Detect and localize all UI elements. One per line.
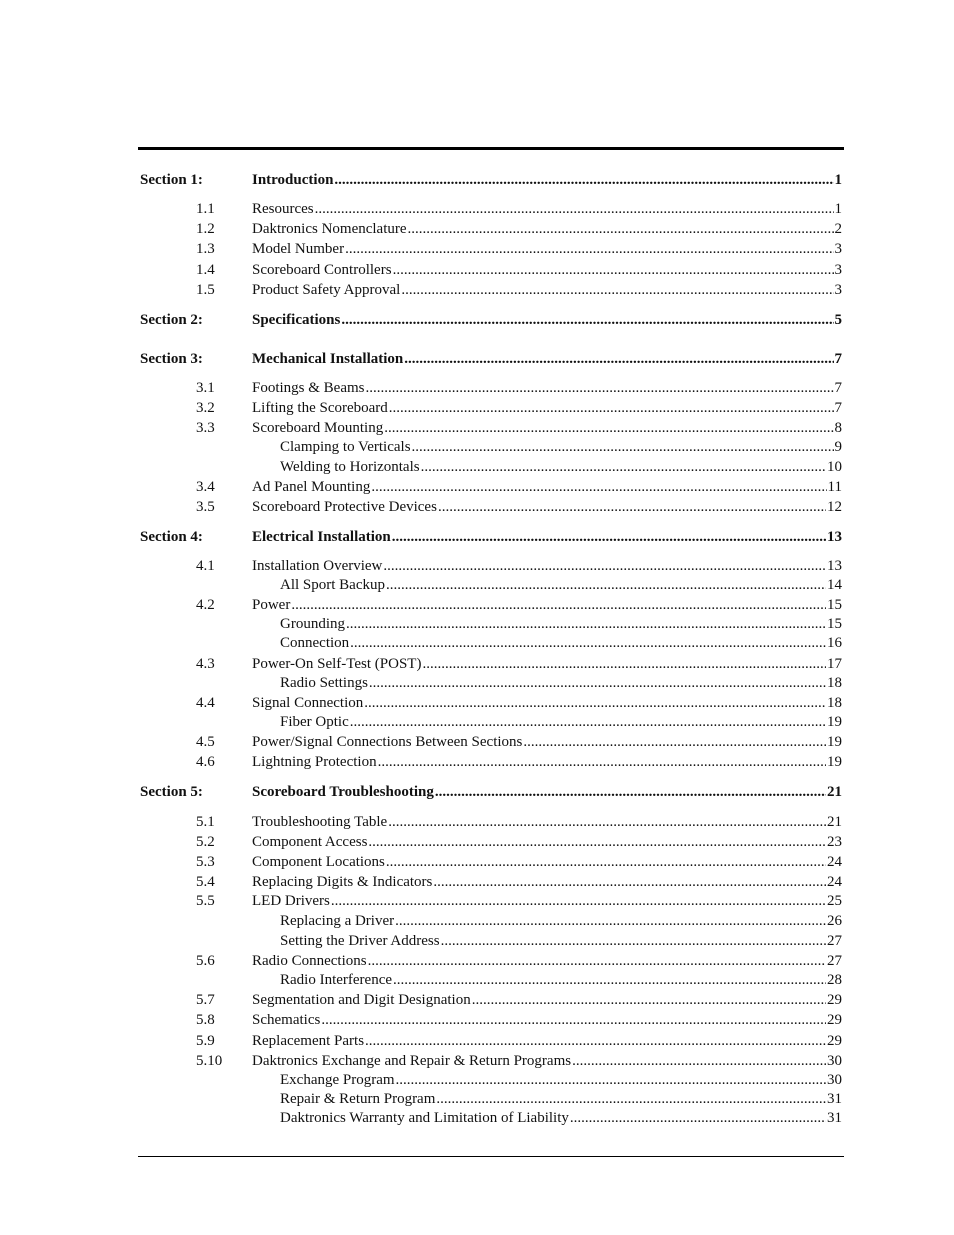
toc-entry bbox=[252, 813, 842, 831]
entry-title: Specifications bbox=[252, 312, 341, 328]
entry-title: Electrical Installation bbox=[252, 529, 391, 545]
entry-title: Exchange Program bbox=[280, 1072, 395, 1088]
toc-entry bbox=[280, 674, 842, 692]
page-number: 5 bbox=[834, 312, 842, 328]
entry-title: Daktronics Warranty and Limitation of Liability bbox=[280, 1110, 569, 1126]
page-number: 21 bbox=[827, 784, 842, 800]
dot-leader bbox=[345, 240, 833, 258]
toc-entry bbox=[252, 200, 842, 218]
dot-leader bbox=[435, 783, 826, 801]
toc-entry-row bbox=[0, 932, 954, 950]
entry-title: Mechanical Installation bbox=[252, 351, 404, 367]
toc-entry bbox=[252, 419, 842, 437]
entry-title: Schematics bbox=[252, 1012, 321, 1028]
toc-entry-row bbox=[0, 1011, 954, 1029]
subsection-number: 4.1 bbox=[196, 558, 215, 574]
toc-entry bbox=[252, 171, 842, 189]
page-number: 13 bbox=[827, 529, 842, 545]
toc-entry-row bbox=[0, 379, 954, 397]
page-number: 15 bbox=[827, 616, 842, 632]
toc-entry-row bbox=[0, 557, 954, 575]
toc-entry bbox=[252, 379, 842, 397]
page-number: 30 bbox=[827, 1072, 842, 1088]
toc-entry bbox=[280, 615, 842, 633]
entry-title: Repair & Return Program bbox=[280, 1091, 436, 1107]
dot-leader bbox=[386, 853, 826, 871]
section-number: Section 3: bbox=[140, 351, 203, 367]
toc-entry-row bbox=[0, 873, 954, 891]
entry-title: Lightning Protection bbox=[252, 754, 377, 770]
page-number: 19 bbox=[827, 754, 842, 770]
toc-entry-row bbox=[0, 694, 954, 712]
toc-entry bbox=[252, 478, 842, 496]
toc-entry bbox=[280, 713, 842, 731]
page-number: 29 bbox=[827, 1033, 842, 1049]
toc-section-row bbox=[0, 311, 954, 329]
entry-title: Footings & Beams bbox=[252, 380, 365, 396]
page-number: 29 bbox=[827, 992, 842, 1008]
toc-section-row bbox=[0, 171, 954, 189]
dot-leader bbox=[350, 713, 826, 731]
toc-entry-row bbox=[0, 458, 954, 476]
page-number: 31 bbox=[827, 1110, 842, 1126]
toc-entry-row bbox=[0, 1071, 954, 1089]
entry-title: Replacing a Driver bbox=[280, 913, 395, 929]
subsection-number: 5.1 bbox=[196, 814, 215, 830]
page-number: 15 bbox=[827, 597, 842, 613]
dot-leader bbox=[341, 311, 833, 329]
toc-entry-row bbox=[0, 240, 954, 258]
toc-entry-row bbox=[0, 853, 954, 871]
subsection-number: 3.1 bbox=[196, 380, 215, 396]
dot-leader bbox=[408, 220, 834, 238]
toc-entry-row bbox=[0, 399, 954, 417]
page-number: 1 bbox=[834, 201, 842, 217]
page-number: 7 bbox=[834, 351, 842, 367]
dot-leader bbox=[364, 694, 826, 712]
page-number: 9 bbox=[834, 439, 842, 455]
bottom-rule bbox=[138, 1156, 844, 1157]
subsection-number: 3.5 bbox=[196, 499, 215, 515]
dot-leader bbox=[393, 261, 834, 279]
toc-entry bbox=[252, 596, 842, 614]
toc-entry-row bbox=[0, 1109, 954, 1127]
subsection-number: 1.3 bbox=[196, 241, 215, 257]
entry-title: Daktronics Nomenclature bbox=[252, 221, 407, 237]
dot-leader bbox=[365, 1032, 826, 1050]
dot-leader bbox=[404, 350, 833, 368]
toc-entry-row bbox=[0, 713, 954, 731]
dot-leader bbox=[346, 615, 826, 633]
toc-entry bbox=[252, 528, 842, 546]
toc-entry bbox=[252, 220, 842, 238]
top-rule bbox=[138, 147, 844, 150]
subsection-number: 3.4 bbox=[196, 479, 215, 495]
subsection-number: 4.2 bbox=[196, 597, 215, 613]
toc-entry bbox=[280, 1109, 842, 1127]
entry-title: Connection bbox=[280, 635, 350, 651]
subsection-number: 5.3 bbox=[196, 854, 215, 870]
toc-entry-row bbox=[0, 753, 954, 771]
page-number: 13 bbox=[827, 558, 842, 574]
page-number: 31 bbox=[827, 1091, 842, 1107]
toc-entry bbox=[252, 833, 842, 851]
entry-title: Power-On Self-Test (POST) bbox=[252, 656, 422, 672]
dot-leader bbox=[441, 932, 826, 950]
dot-leader bbox=[570, 1109, 826, 1127]
toc-entry-row bbox=[0, 1052, 954, 1070]
entry-title: Introduction bbox=[252, 172, 334, 188]
subsection-number: 5.10 bbox=[196, 1053, 223, 1069]
entry-title: Component Access bbox=[252, 834, 368, 850]
page-number: 11 bbox=[827, 479, 842, 495]
subsection-number: 4.3 bbox=[196, 656, 215, 672]
toc-entry bbox=[252, 261, 842, 279]
toc-entry bbox=[252, 655, 842, 673]
subsection-number: 5.8 bbox=[196, 1012, 215, 1028]
toc-entry-row bbox=[0, 1090, 954, 1108]
dot-leader bbox=[433, 873, 826, 891]
page-number: 26 bbox=[827, 913, 842, 929]
page-number: 1 bbox=[834, 172, 842, 188]
page-number: 28 bbox=[827, 972, 842, 988]
toc-entry bbox=[280, 634, 842, 652]
entry-title: Scoreboard Troubleshooting bbox=[252, 784, 434, 800]
entry-title: Radio Connections bbox=[252, 953, 367, 969]
dot-leader bbox=[291, 596, 826, 614]
dot-leader bbox=[472, 991, 826, 1009]
subsection-number: 1.4 bbox=[196, 262, 215, 278]
page-number: 29 bbox=[827, 1012, 842, 1028]
toc-section-row bbox=[0, 783, 954, 801]
entry-title: LED Drivers bbox=[252, 893, 330, 909]
toc-entry-row bbox=[0, 1032, 954, 1050]
toc-entry bbox=[252, 733, 842, 751]
entry-title: Radio Settings bbox=[280, 675, 368, 691]
dot-leader bbox=[369, 674, 826, 692]
toc-entry-row bbox=[0, 813, 954, 831]
toc-entry bbox=[252, 498, 842, 516]
subsection-number: 5.7 bbox=[196, 992, 215, 1008]
page-number: 21 bbox=[827, 814, 842, 830]
entry-title: Scoreboard Protective Devices bbox=[252, 499, 437, 515]
dot-leader bbox=[401, 281, 833, 299]
toc-entry-row bbox=[0, 655, 954, 673]
section-number: Section 2: bbox=[140, 312, 203, 328]
dot-leader bbox=[378, 753, 826, 771]
toc-entry bbox=[280, 1071, 842, 1089]
dot-leader bbox=[371, 478, 826, 496]
dot-leader bbox=[334, 171, 833, 189]
toc-section-row bbox=[0, 350, 954, 368]
dot-leader bbox=[436, 1090, 826, 1108]
dot-leader bbox=[393, 971, 826, 989]
toc-entry-row bbox=[0, 971, 954, 989]
toc-entry-row bbox=[0, 991, 954, 1009]
page-number: 19 bbox=[827, 734, 842, 750]
subsection-number: 4.5 bbox=[196, 734, 215, 750]
page-number: 7 bbox=[834, 400, 842, 416]
toc-entry-row bbox=[0, 634, 954, 652]
toc-entry-row bbox=[0, 833, 954, 851]
dot-leader bbox=[368, 952, 826, 970]
section-number: Section 1: bbox=[140, 172, 203, 188]
page-number: 3 bbox=[834, 241, 842, 257]
toc-entry-row bbox=[0, 261, 954, 279]
entry-title: All Sport Backup bbox=[280, 577, 385, 593]
toc-entry-row bbox=[0, 576, 954, 594]
page-number: 27 bbox=[827, 933, 842, 949]
subsection-number: 5.4 bbox=[196, 874, 215, 890]
dot-leader bbox=[523, 733, 826, 751]
toc-entry-row bbox=[0, 615, 954, 633]
page-number: 3 bbox=[834, 262, 842, 278]
page-number: 27 bbox=[827, 953, 842, 969]
toc-entry bbox=[252, 892, 842, 910]
subsection-number: 4.6 bbox=[196, 754, 215, 770]
entry-title: Installation Overview bbox=[252, 558, 383, 574]
page-number: 18 bbox=[827, 675, 842, 691]
entry-title: Model Number bbox=[252, 241, 345, 257]
toc-entry bbox=[252, 1032, 842, 1050]
dot-leader bbox=[331, 892, 826, 910]
entry-title: Setting the Driver Address bbox=[280, 933, 440, 949]
toc-entry bbox=[252, 783, 842, 801]
page-number: 12 bbox=[827, 499, 842, 515]
entry-title: Power bbox=[252, 597, 291, 613]
subsection-number: 5.6 bbox=[196, 953, 215, 969]
page-number: 18 bbox=[827, 695, 842, 711]
subsection-number: 1.5 bbox=[196, 282, 215, 298]
toc-entry-row bbox=[0, 674, 954, 692]
page-number: 24 bbox=[827, 874, 842, 890]
entry-title: Resources bbox=[252, 201, 314, 217]
toc-entry bbox=[252, 991, 842, 1009]
entry-title: Lifting the Scoreboard bbox=[252, 400, 388, 416]
subsection-number: 5.2 bbox=[196, 834, 215, 850]
entry-title: Signal Connection bbox=[252, 695, 364, 711]
toc-entry bbox=[280, 912, 842, 930]
page-number: 17 bbox=[827, 656, 842, 672]
dot-leader bbox=[384, 419, 833, 437]
entry-title: Product Safety Approval bbox=[252, 282, 401, 298]
toc-entry bbox=[252, 281, 842, 299]
page-number: 3 bbox=[834, 282, 842, 298]
dot-leader bbox=[392, 528, 826, 546]
page-number: 8 bbox=[834, 420, 842, 436]
toc-entry bbox=[280, 971, 842, 989]
dot-leader bbox=[386, 576, 826, 594]
toc-entry bbox=[252, 1052, 842, 1070]
toc-entry-row bbox=[0, 220, 954, 238]
toc-entry-row bbox=[0, 478, 954, 496]
dot-leader bbox=[421, 458, 826, 476]
toc-section-row bbox=[0, 528, 954, 546]
section-number: Section 4: bbox=[140, 529, 203, 545]
toc-entry bbox=[252, 952, 842, 970]
toc-entry bbox=[252, 873, 842, 891]
page-number: 25 bbox=[827, 893, 842, 909]
toc-entry bbox=[252, 853, 842, 871]
dot-leader bbox=[315, 200, 834, 218]
dot-leader bbox=[350, 634, 826, 652]
page-number: 10 bbox=[827, 459, 842, 475]
toc-entry-row bbox=[0, 200, 954, 218]
entry-title: Replacement Parts bbox=[252, 1033, 365, 1049]
subsection-number: 1.2 bbox=[196, 221, 215, 237]
entry-title: Replacing Digits & Indicators bbox=[252, 874, 433, 890]
entry-title: Fiber Optic bbox=[280, 714, 349, 730]
toc-entry bbox=[280, 1090, 842, 1108]
dot-leader bbox=[422, 655, 826, 673]
toc-entry bbox=[252, 240, 842, 258]
toc-entry bbox=[252, 753, 842, 771]
dot-leader bbox=[572, 1052, 826, 1070]
toc-entry bbox=[252, 399, 842, 417]
entry-title: Ad Panel Mounting bbox=[252, 479, 371, 495]
toc-entry-row bbox=[0, 281, 954, 299]
subsection-number: 1.1 bbox=[196, 201, 215, 217]
toc-entry-row bbox=[0, 596, 954, 614]
entry-title: Scoreboard Mounting bbox=[252, 420, 384, 436]
entry-title: Segmentation and Digit Designation bbox=[252, 992, 471, 1008]
toc-entry bbox=[252, 311, 842, 329]
subsection-number: 4.4 bbox=[196, 695, 215, 711]
toc-entry-row bbox=[0, 733, 954, 751]
dot-leader bbox=[366, 379, 834, 397]
entry-title: Grounding bbox=[280, 616, 345, 632]
page-number: 19 bbox=[827, 714, 842, 730]
toc-entry-row bbox=[0, 438, 954, 456]
toc-entry-row bbox=[0, 498, 954, 516]
page-number: 23 bbox=[827, 834, 842, 850]
dot-leader bbox=[389, 399, 834, 417]
page-number: 14 bbox=[827, 577, 842, 593]
dot-leader bbox=[388, 813, 826, 831]
entry-title: Clamping to Verticals bbox=[280, 439, 411, 455]
section-number: Section 5: bbox=[140, 784, 203, 800]
dot-leader bbox=[438, 498, 826, 516]
toc-entry bbox=[252, 557, 842, 575]
toc-entry-row bbox=[0, 892, 954, 910]
entry-title: Scoreboard Controllers bbox=[252, 262, 392, 278]
toc-entry bbox=[252, 694, 842, 712]
toc-entry bbox=[280, 576, 842, 594]
page-number: 2 bbox=[834, 221, 842, 237]
entry-title: Radio Interference bbox=[280, 972, 393, 988]
subsection-number: 3.2 bbox=[196, 400, 215, 416]
page-number: 16 bbox=[827, 635, 842, 651]
entry-title: Component Locations bbox=[252, 854, 385, 870]
toc-entry bbox=[252, 1011, 842, 1029]
toc-entry bbox=[280, 932, 842, 950]
entry-title: Welding to Horizontals bbox=[280, 459, 420, 475]
entry-title: Power/Signal Connections Between Sections bbox=[252, 734, 523, 750]
entry-title: Daktronics Exchange and Repair & Return Programs bbox=[252, 1053, 572, 1069]
dot-leader bbox=[368, 833, 826, 851]
toc-entry bbox=[280, 438, 842, 456]
subsection-number: 5.9 bbox=[196, 1033, 215, 1049]
dot-leader bbox=[395, 912, 826, 930]
entry-title: Troubleshooting Table bbox=[252, 814, 388, 830]
dot-leader bbox=[383, 557, 826, 575]
dot-leader bbox=[412, 438, 834, 456]
dot-leader bbox=[396, 1071, 826, 1089]
subsection-number: 3.3 bbox=[196, 420, 215, 436]
toc-entry bbox=[252, 350, 842, 368]
dot-leader bbox=[321, 1011, 826, 1029]
toc-entry-row bbox=[0, 952, 954, 970]
subsection-number: 5.5 bbox=[196, 893, 215, 909]
page-number: 7 bbox=[834, 380, 842, 396]
toc-entry bbox=[280, 458, 842, 476]
toc-entry-row bbox=[0, 912, 954, 930]
page-number: 24 bbox=[827, 854, 842, 870]
page-number: 30 bbox=[827, 1053, 842, 1069]
toc-entry-row bbox=[0, 419, 954, 437]
